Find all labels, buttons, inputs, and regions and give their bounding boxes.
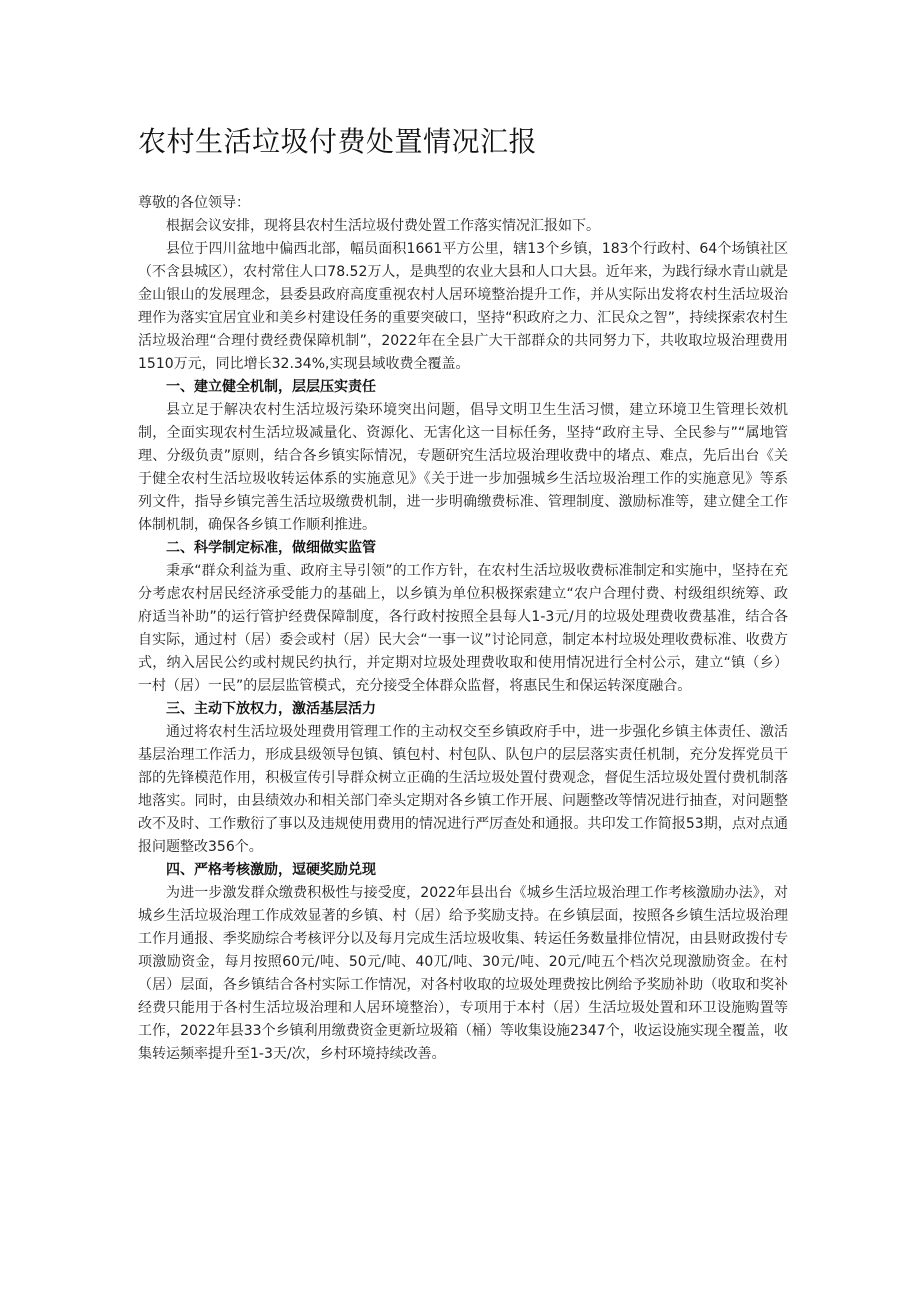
- document-page: [138, 118, 788, 1066]
- section-heading-1: 一、建立健全机制，层层压实责任: [166, 379, 376, 395]
- section-body-2: 秉承“群众利益为重、政府主导引领”的工作方针，在农村生活垃圾收费标准制定和实施中，坚持在充分考虑农村居民经济承受能力的基础上，以乡镇为单位积极探索建立“农户合理付费、村级组织统筹、政府适当补助”的运行管护经费保障制度，各行政村按照全县每人1-3元/月的垃圾处理费收费基准，结合各自实际，通过村（居）委会或村（居）民大会“一事一议”讨论同意，制定本村垃圾处理收费标准、收费方式，纳入居民公约或村规民约执行，并定期对垃圾处理费收取和使用情况进行全村公示，建立“镇（乡）一村（居）一民”的层层监管模式，充分接受全体群众监督，将惠民生和保运转深度融合。: [138, 563, 788, 694]
- section-heading-3: 三、主动下放权力，激活基层活力: [166, 701, 376, 717]
- county-overview-paragraph: 县位于四川盆地中偏西北部，幅员面积1661平方公里，辖13个乡镇，183个行政村、64个场镇社区（不含县城区），农村常住人口78.52万人，是典型的农业大县和人口大县。近年来，为践行绿水青山就是金山银山的发展理念，县委县政府高度重视农村人居环境整治提升工作，并从实际出发将农村生活垃圾治理作为落实宜居宜业和美乡村建设任务的重要突破口，坚持“积政府之力、汇民众之智”，持续探索农村生活垃圾治理“合理付费经费保障机制”，2022年在全县广大干部群众的共同努力下，共收取垃圾治理费用1510万元，同比增长32.34%,实现县域收费全覆盖。: [138, 241, 788, 372]
- section-heading-4: 四、严格考核激励，逗硬奖励兑现: [166, 862, 376, 878]
- section-body-4: 为进一步激发群众缴费积极性与接受度，2022年县出台《城乡生活垃圾治理工作考核激励办法》，对城乡生活垃圾治理工作成效显著的乡镇、村（居）给予奖励支持。在乡镇层面，按照各乡镇生活垃圾治理工作月通报、季奖励综合考核评分以及每月完成生活垃圾收集、转运任务数量排位情况，由县财政拨付专项激励资金，每月按照60元/吨、50元/吨、40兀/吨、30元/吨、20元/吨五个档次兑现激励资金。在村（居）层面，各乡镇结合各村实际工作情况，对各村收取的垃圾处理费按比例给予奖励补助（收取和奖补经费只能用于各村生活垃圾治理和人居环境整治），专项用于本村（居）生活垃圾处置和环卫设施购置等工作，2022年县33个乡镇利用缴费资金更新垃圾箱（桶）等收集设施2347个，收运设施实现全覆盖，收集转运频率提升至1-3天/次，乡村环境持续改善。: [138, 885, 788, 1062]
- section-heading-2: 二、科学制定标准，做细做实监管: [166, 540, 376, 556]
- document-title: 农村生活垃圾付费处置情况汇报: [138, 125, 538, 158]
- section-body-1: 县立足于解决农村生活垃圾污染环境突出问题，倡导文明卫生生活习惯，建立环境卫生管理长效机制，全面实现农村生活垃圾减量化、资源化、无害化这一目标任务，坚持“政府主导、全民参与”“属地管理、分级负责”原则，结合各乡镇实际情况，专题研究生活垃圾治理收费中的堵点、难点，先后出台《关于健全农村生活垃圾收转运体系的实施意见》《关于进一步加强城乡生活垃圾治理工作的实施意见》等系列文件，指导乡镇完善生活垃圾缴费机制，进一步明确缴费标准、管理制度、激励标准等，建立健全工作体制机制，确保各乡镇工作顺利推进。: [138, 402, 788, 533]
- section-body-3: 通过将农村生活垃圾处理费用管理工作的主动权交至乡镇政府手中，进一步强化乡镇主体责任、激活基层治理工作活力，形成县级领导包镇、镇包村、村包队、队包户的层层落实责任机制，充分发挥党员干部的先锋模范作用，积极宣传引导群众树立正确的生活垃圾处置付费观念，督促生活垃圾处置付费机制落地落实。同时，由县绩效办和相关部门牵头定期对各乡镇工作开展、问题整改等情况进行抽查，对问题整改不及时、工作敷衍了事以及违规使用费用的情况进行严厉查处和通报。共印发工作简报53期，点对点通报问题整改356个。: [138, 724, 788, 855]
- intro-paragraph: 根据会议安排，现将县农村生活垃圾付费处置工作落实情况汇报如下。: [166, 218, 600, 234]
- salutation: 尊敬的各位领导：: [138, 195, 250, 211]
